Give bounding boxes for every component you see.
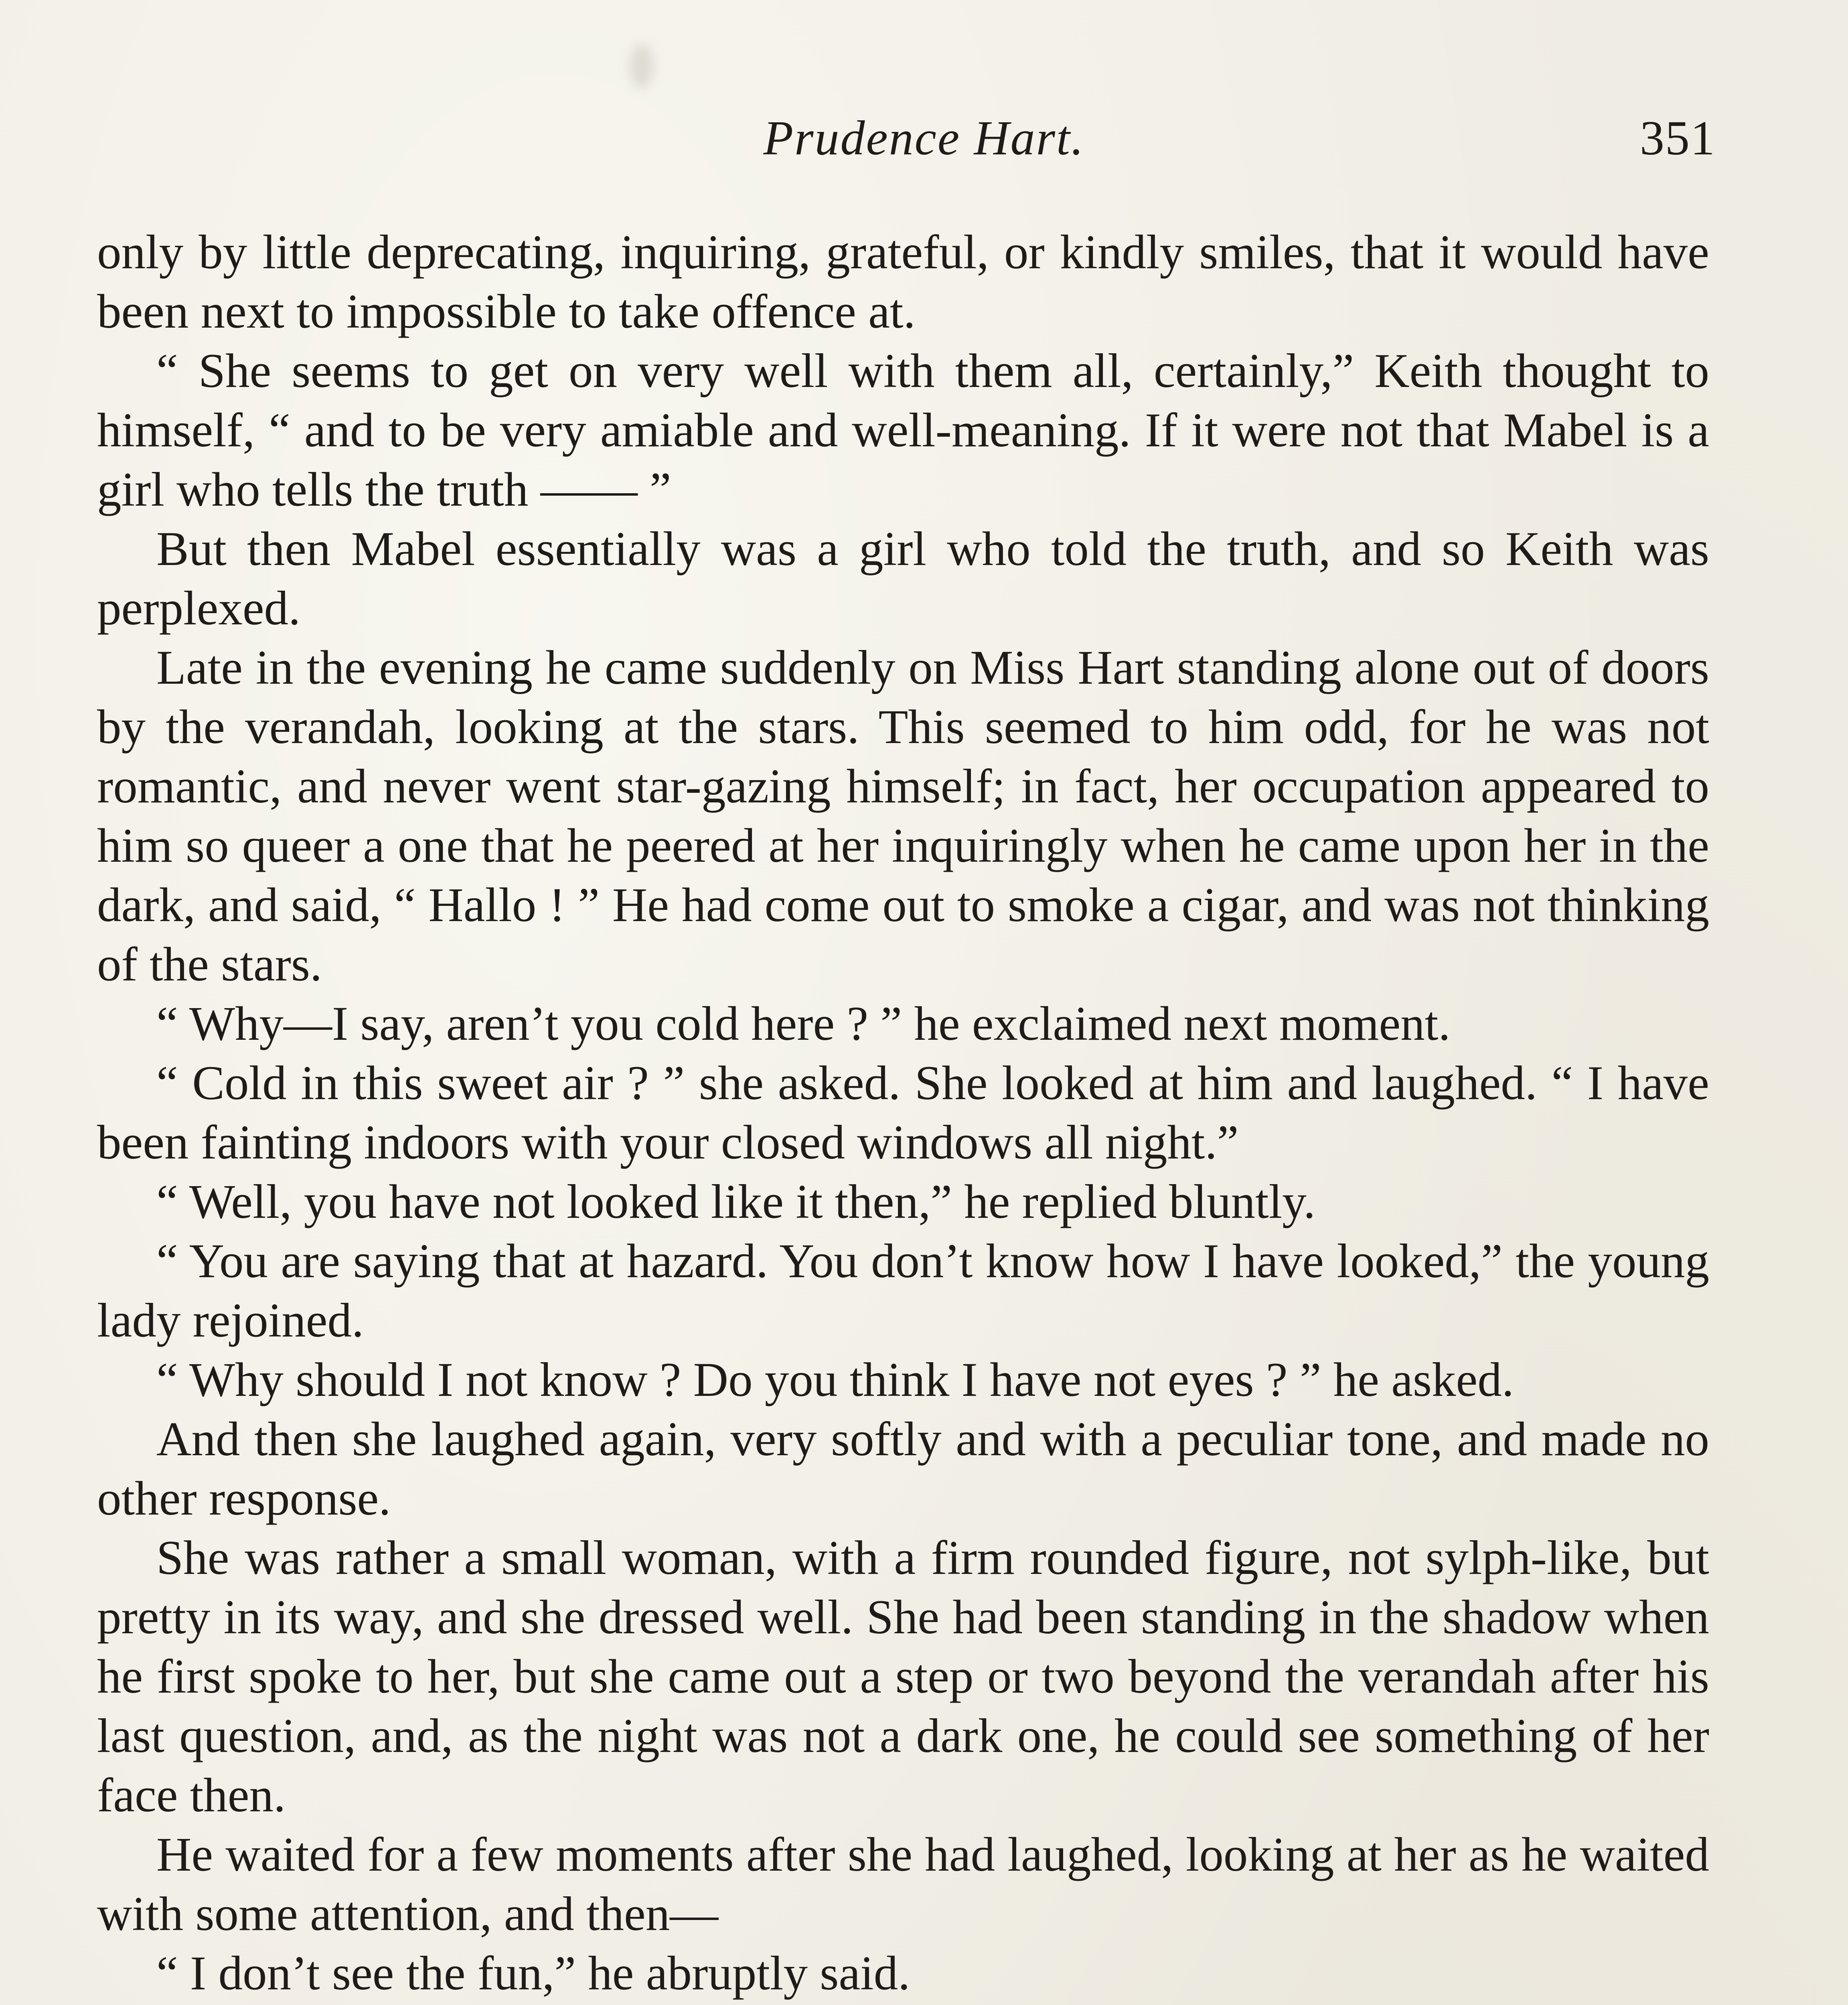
paragraph: “ You are saying that at hazard. You don’t know how I have looked,” the young lady rejoined. — [97, 1234, 1709, 1347]
running-title: Prudence Hart. — [763, 111, 1085, 165]
paragraph: Late in the evening he came suddenly on Miss Hart standing alone out of doors by the verandah, looking at the stars. This seemed to him odd, for he was not romantic, and never went star-gazing himself; in fact, her occupation appeared to him so queer a one that he peered at her inquiringly when he came upon her in the dark, and said, “ Hallo ! ” He had come out to smoke a cigar, and was not thinking of the stars. — [97, 641, 1709, 991]
paragraph: “ I don’t see the fun,” he abruptly said. — [156, 1946, 910, 2000]
paragraph: And then she laughed again, very softly and with a peculiar tone, and made no other response. — [97, 1412, 1709, 1525]
paper-stain — [630, 44, 654, 88]
paragraph: only by little deprecating, inquiring, grateful, or kindly smiles, that it would have been next to impossible to take offence at. — [97, 225, 1709, 338]
paragraph: “ Why should I not know ? Do you think I have not eyes ? ” he asked. — [156, 1353, 1514, 1407]
paragraph: “ Well, you have not looked like it then,” he replied bluntly. — [156, 1175, 1316, 1229]
paragraph: She was rather a small woman, with a firm rounded figure, not sylph-like, but pretty in its way, and she dressed well. She had been standing in the shadow when he first spoke to her, but she came out a step or two beyond the verandah after his last question, and, as the night was not a dark one, he could see something of her face then. — [97, 1531, 1709, 1822]
paragraph: “ Cold in this sweet air ? ” she asked. She looked at him and laughed. “ I have been fainting indoors with your closed windows all night.” — [97, 1056, 1709, 1169]
page-number: 351 — [1640, 111, 1716, 165]
paragraph: He waited for a few moments after she had laughed, looking at her as he waited with some attention, and then— — [97, 1828, 1709, 1941]
running-header — [0, 102, 1848, 174]
body-text — [97, 223, 1709, 2005]
paragraph: But then Mabel essentially was a girl who told the truth, and so Keith was perplexed. — [97, 522, 1709, 635]
paragraph — [97, 2003, 1709, 2005]
paragraph: “ Why—I say, aren’t you cold here ? ” he exclaimed next moment. — [156, 997, 1451, 1051]
paragraph: “ She seems to get on very well with them all, certainly,” Keith thought to himself, “ and to be very amiable and well-meaning. If it were not that Mabel is a girl who tells the truth —— ” — [97, 344, 1709, 516]
